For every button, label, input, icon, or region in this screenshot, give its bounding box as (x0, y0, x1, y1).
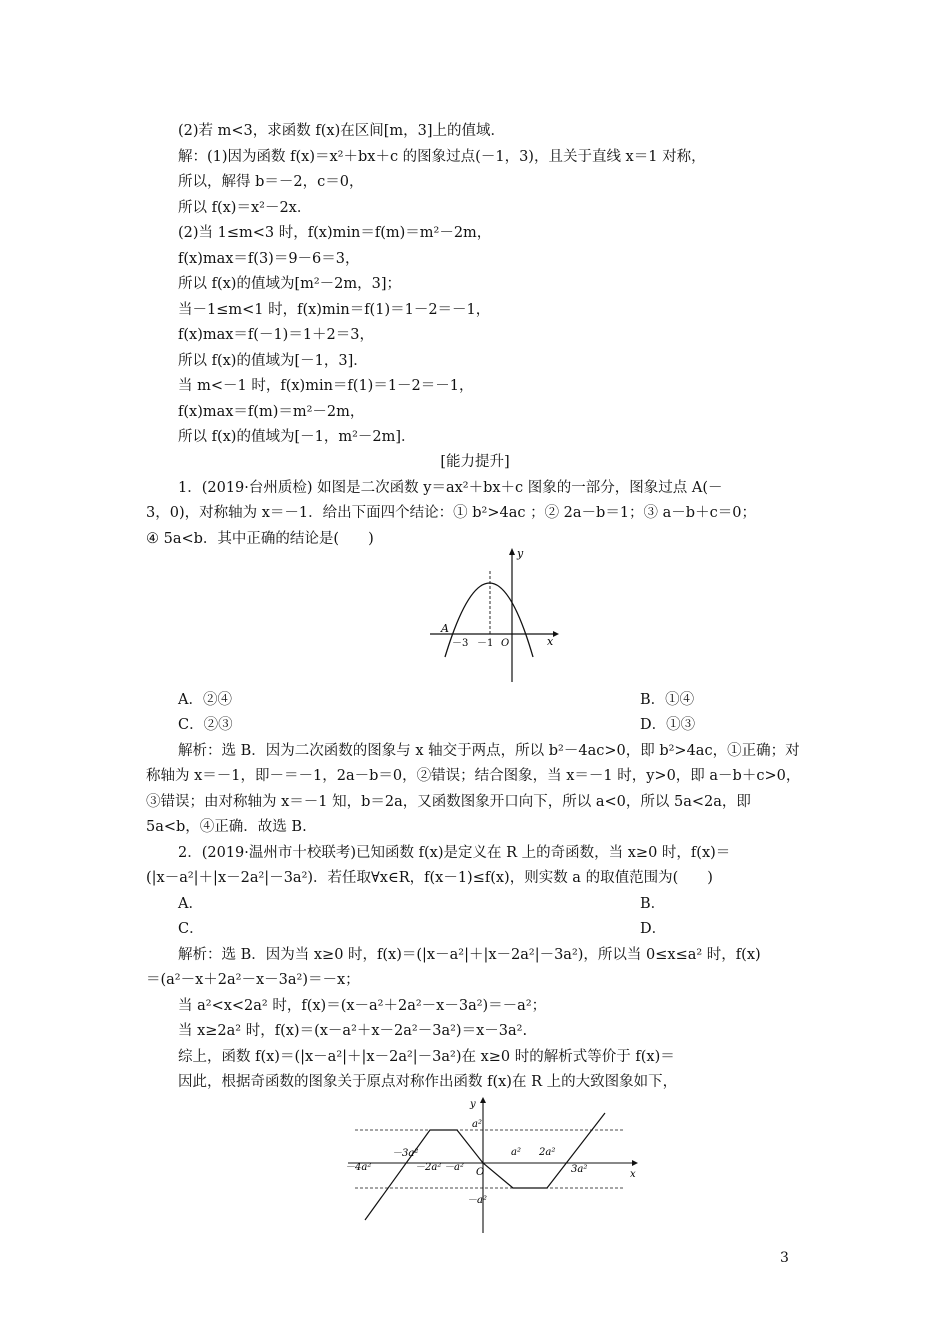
x-axis-arrow (553, 631, 559, 637)
page-number: 3 (780, 1250, 789, 1266)
y-axis-arrow (480, 1097, 486, 1103)
p1-answer-1: 解析：选 B．因为二次函数的图象与 x 轴交于两点，所以 b²－4ac>0，即 b²>4ac，①正确；对 (178, 743, 800, 759)
x-label: x (630, 1169, 636, 1180)
case3-max: f(x)max＝f(m)＝m²－2m， (178, 404, 365, 420)
solution-b-c: 所以，解得 b＝－2，c＝0， (178, 174, 364, 190)
y-axis-arrow (509, 548, 515, 555)
case2-max: f(x)max＝f(－1)＝1＋2＝3， (178, 327, 375, 343)
origin-label: O (501, 638, 510, 649)
x-tick-minus-2a2: －2a² (415, 1162, 442, 1173)
p1-answer-4: 5a<b，④正确．故选 B. (146, 819, 307, 835)
case1-min: (2)当 1≤m<3 时，f(x)min＝f(m)＝m²－2m， (178, 225, 492, 241)
solution-f: 所以 f(x)＝x²－2x． (178, 200, 312, 216)
p2-stem-2: (|x－a²|＋|x－2a²|－3a²)．若任取∀x∈R，f(x－1)≤f(x)，则实数 a 的取值范围为( ) (146, 870, 713, 886)
tick-minus-1: －1 (477, 638, 494, 649)
p1-stem-2: 3，0)，对称轴为 x＝－1．给出下面四个结论：① b²>4ac ；② 2a－b＝1；③ a－b＋c＝0； (146, 505, 756, 521)
case2-min: 当－1≤m<1 时，f(x)min＝f(1)＝1－2＝－1， (178, 302, 491, 318)
p2-option-b: B． (640, 896, 666, 912)
x-tick-minus-3a2: －3a² (392, 1148, 419, 1159)
p2-option-a: A． (178, 896, 203, 912)
case3-range: 所以 f(x)的值域为[－1，m²－2m]． (178, 429, 416, 445)
x-tick-minus-4a2: －4a² (345, 1162, 372, 1173)
x-axis-arrow (632, 1160, 638, 1166)
x-label: x (547, 635, 554, 648)
solution-intro: 解：(1)因为函数 f(x)＝x²＋bx＋c 的图象过点(－1，3)，且关于直线 x＝1 对称， (178, 149, 706, 165)
p2-answer-3: 当 a²<x<2a² 时，f(x)＝(x－a²＋2a²－x－3a²)＝－a²； (178, 998, 547, 1014)
p1-option-d: D．①③ (640, 717, 696, 733)
p2-option-c: C． (178, 921, 204, 937)
point-a-label: A (441, 622, 449, 635)
origin-label: O (476, 1167, 485, 1178)
y-tick-neg-a2: －a² (467, 1195, 487, 1206)
x-tick-minus-a2: －a² (444, 1162, 464, 1173)
x-tick-a2: a² (511, 1147, 521, 1158)
p2-stem-1: 2．(2019·温州市十校联考)已知函数 f(x)是定义在 R 上的奇函数，当 x≥0 时，f(x)＝ (178, 845, 731, 861)
x-tick-2a2: 2a² (539, 1147, 556, 1158)
p1-option-b: B．①④ (640, 692, 695, 708)
p1-option-c: C．②③ (178, 717, 233, 733)
p2-option-d: D． (640, 921, 667, 937)
y-label: y (517, 547, 524, 560)
x-tick-3a2: 3a² (571, 1164, 588, 1175)
case1-range: 所以 f(x)的值域为[m²－2m，3]； (178, 276, 402, 292)
p2-answer-2: ＝(a²－x＋2a²－x－3a²)＝－x； (146, 972, 360, 988)
p2-answer-5: 综上，函数 f(x)＝(|x－a²|＋|x－2a²|－3a²)在 x≥0 时的解析式等价于 f(x)＝ (178, 1049, 675, 1065)
tick-minus-3: －3 (452, 638, 469, 649)
p1-stem-1: 1．(2019·台州质检) 如图是二次函数 y＝ax²＋bx＋c 图象的一部分，图象过点 A(－ (178, 480, 723, 496)
p1-answer-3: ③错误；由对称轴为 x＝－1 知，b＝2a，又函数图象开口向下，所以 a<0，所以 5a<2a，即 (146, 794, 751, 810)
y-tick-a2: a² (472, 1119, 482, 1130)
parabola-graph (425, 545, 565, 685)
case1-max: f(x)max＝f(3)＝9－6＝3， (178, 251, 360, 267)
p2-answer-6: 因此，根据奇函数的图象关于原点对称作出函数 f(x)在 R 上的大致图象如下， (178, 1074, 678, 1090)
p2-answer-4: 当 x≥2a² 时，f(x)＝(x－a²＋x－2a²－3a²)＝x－3a². (178, 1023, 528, 1039)
y-label: y (470, 1099, 476, 1110)
case3-min: 当 m<－1 时，f(x)min＝f(1)＝1－2＝－1， (178, 378, 474, 394)
section-title: [能力提升] (440, 454, 510, 470)
p1-answer-2: 称轴为 x＝－1，即－＝－1，2a－b＝0，②错误；结合图象，当 x＝－1 时，y>0，即 a－b＋c>0， (146, 768, 801, 784)
question-2-text: (2)若 m<3，求函数 f(x)在区间[m，3]上的值域． (178, 123, 506, 139)
p2-answer-1: 解析：选 B．因为当 x≥0 时，f(x)＝(|x－a²|＋|x－2a²|－3a²)，所以当 0≤x≤a² 时，f(x) (178, 947, 761, 963)
piecewise-graph (340, 1095, 640, 1235)
p1-stem-3: ④ 5a<b．其中正确的结论是( ) (146, 531, 374, 547)
p1-option-a: A．②④ (178, 692, 232, 708)
case2-range: 所以 f(x)的值域为[－1，3]． (178, 353, 368, 369)
